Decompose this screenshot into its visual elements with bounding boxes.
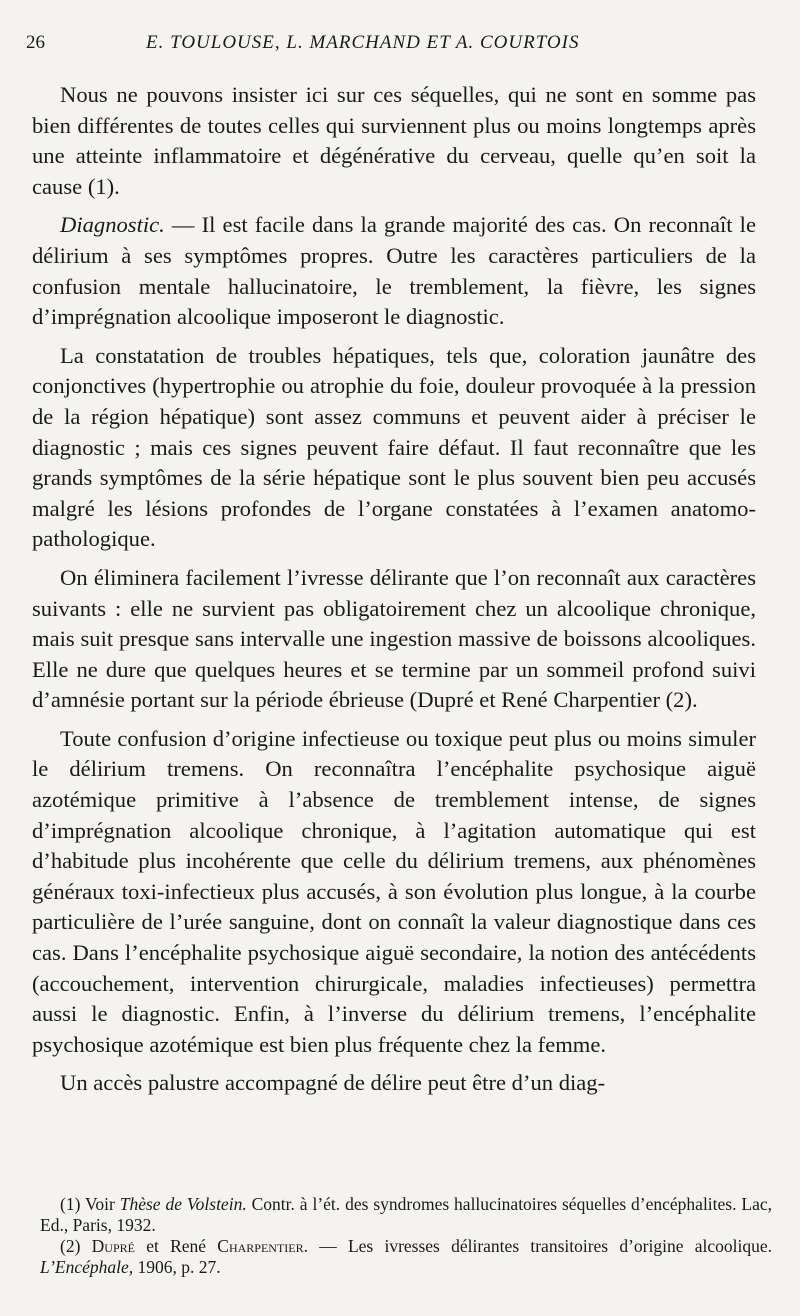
- section-lead-diagnostic: Diagnostic.: [60, 212, 165, 238]
- footnote-2-title: — Les ivresses délirantes transitoires d’origine alcoolique.: [307, 1236, 773, 1256]
- footnote-2-rest: 1906, p. 27.: [133, 1257, 221, 1277]
- page-number: 26: [26, 32, 45, 53]
- running-head: E. TOULOUSE, L. MARCHAND ET A. COURTOIS: [146, 32, 580, 53]
- page-header: [26, 30, 774, 56]
- footnote-1-intro: (1) Voir: [60, 1194, 120, 1214]
- footnote-2-author-1: Dupré: [91, 1236, 135, 1256]
- footnote-2-author-2: Charpentier.: [217, 1236, 308, 1256]
- footnote-2-journal: L’Encéphale,: [40, 1257, 134, 1277]
- paragraph-confusion: Toute confusion d’origine infectieuse ou toxique peut plus ou moins simuler le délirium tremens. On reconnaîtra l’encéphalite psychosique aiguë azotémique primitive à l’absence de tremblement intense, de signes d’imprégnation alcoolique chronique, à l’agitation automatique qui est d’habitude plus incohérente que celle du délirium tremens, aux phénomènes généraux toxi-infectieux plus accusés, à son évolution plus longue, à la courbe particulière de l’urée sanguine, dont on connaît la valeur diagnostique dans ces cas. Dans l’encéphalite psychosique aiguë secondaire, la notion des antécédents (accouchement, intervention chirurgicale, maladies infectieuses) permettra aussi le diagnostic. Enfin, à l’inverse du délirium tremens, l’encéphalite psychosique azotémique est bien plus fréquente chez la femme.: [32, 725, 756, 1057]
- paragraph-palustre: Un accès palustre accompagné de délire peut être d’un diag-: [60, 1070, 606, 1096]
- body-text: [32, 80, 756, 1107]
- footnote-2-mid: et René: [134, 1236, 218, 1256]
- footnote-1: [40, 1194, 772, 1236]
- footnote-1-title: Thèse de Volstein.: [119, 1194, 247, 1214]
- footnote-1-rest: Contr. à l’ét. des syndromes hallucinatoires séquelles d’encéphalites. Lac, Ed., Paris, 1932.: [40, 1194, 772, 1235]
- paragraph-sequelae: Nous ne pouvons insister ici sur ces séquelles, qui ne sont en somme pas bien différentes de toutes celles qui surviennent plus ou moins longtemps après une atteinte inflammatoire et dégénérative du cerveau, quelle qu’en soit la cause (1).: [32, 82, 756, 199]
- paragraph-ivresse: On éliminera facilement l’ivresse délirante que l’on reconnaît aux caractères suivants : elle ne survient pas obligatoirement chez un alcoolique chronique, mais suit presque sans intervalle une ingestion massive de boissons alcooliques. Elle ne dure que quelques heures et se termine par un sommeil profond suivi d’amnésie portant sur la période ébrieuse (Dupré et René Charpentier (2).: [32, 564, 756, 713]
- footnote-2-intro: (2): [60, 1236, 92, 1256]
- footnotes: [40, 1194, 772, 1278]
- paragraph-hepatic: La constatation de troubles hépatiques, tels que, coloration jaunâtre des conjonctives (hypertrophie ou atrophie du foie, douleur provoquée à la pression de la région hépatique) sont assez communs et peuvent aider à préciser le diagnostic ; mais ces signes peuvent faire défaut. Il faut reconnaître que les grands symptômes de la série hépatique sont le plus souvent bien peu accusés malgré les lésions profondes de l’organe constatées à l’examen anatomo-pathologique.: [32, 342, 756, 552]
- diagnostic-text: — Il est facile dans la grande majorité des cas. On reconnaît le délirium à ses symptômes propres. Outre les caractères particuliers de la confusion mentale hallucinatoire, le tremblement, la fièvre, les signes d’imprégnation alcoolique imposeront le diagnostic.: [32, 212, 756, 330]
- footnote-2: [40, 1236, 772, 1278]
- paragraph-diagnostic: [32, 210, 756, 332]
